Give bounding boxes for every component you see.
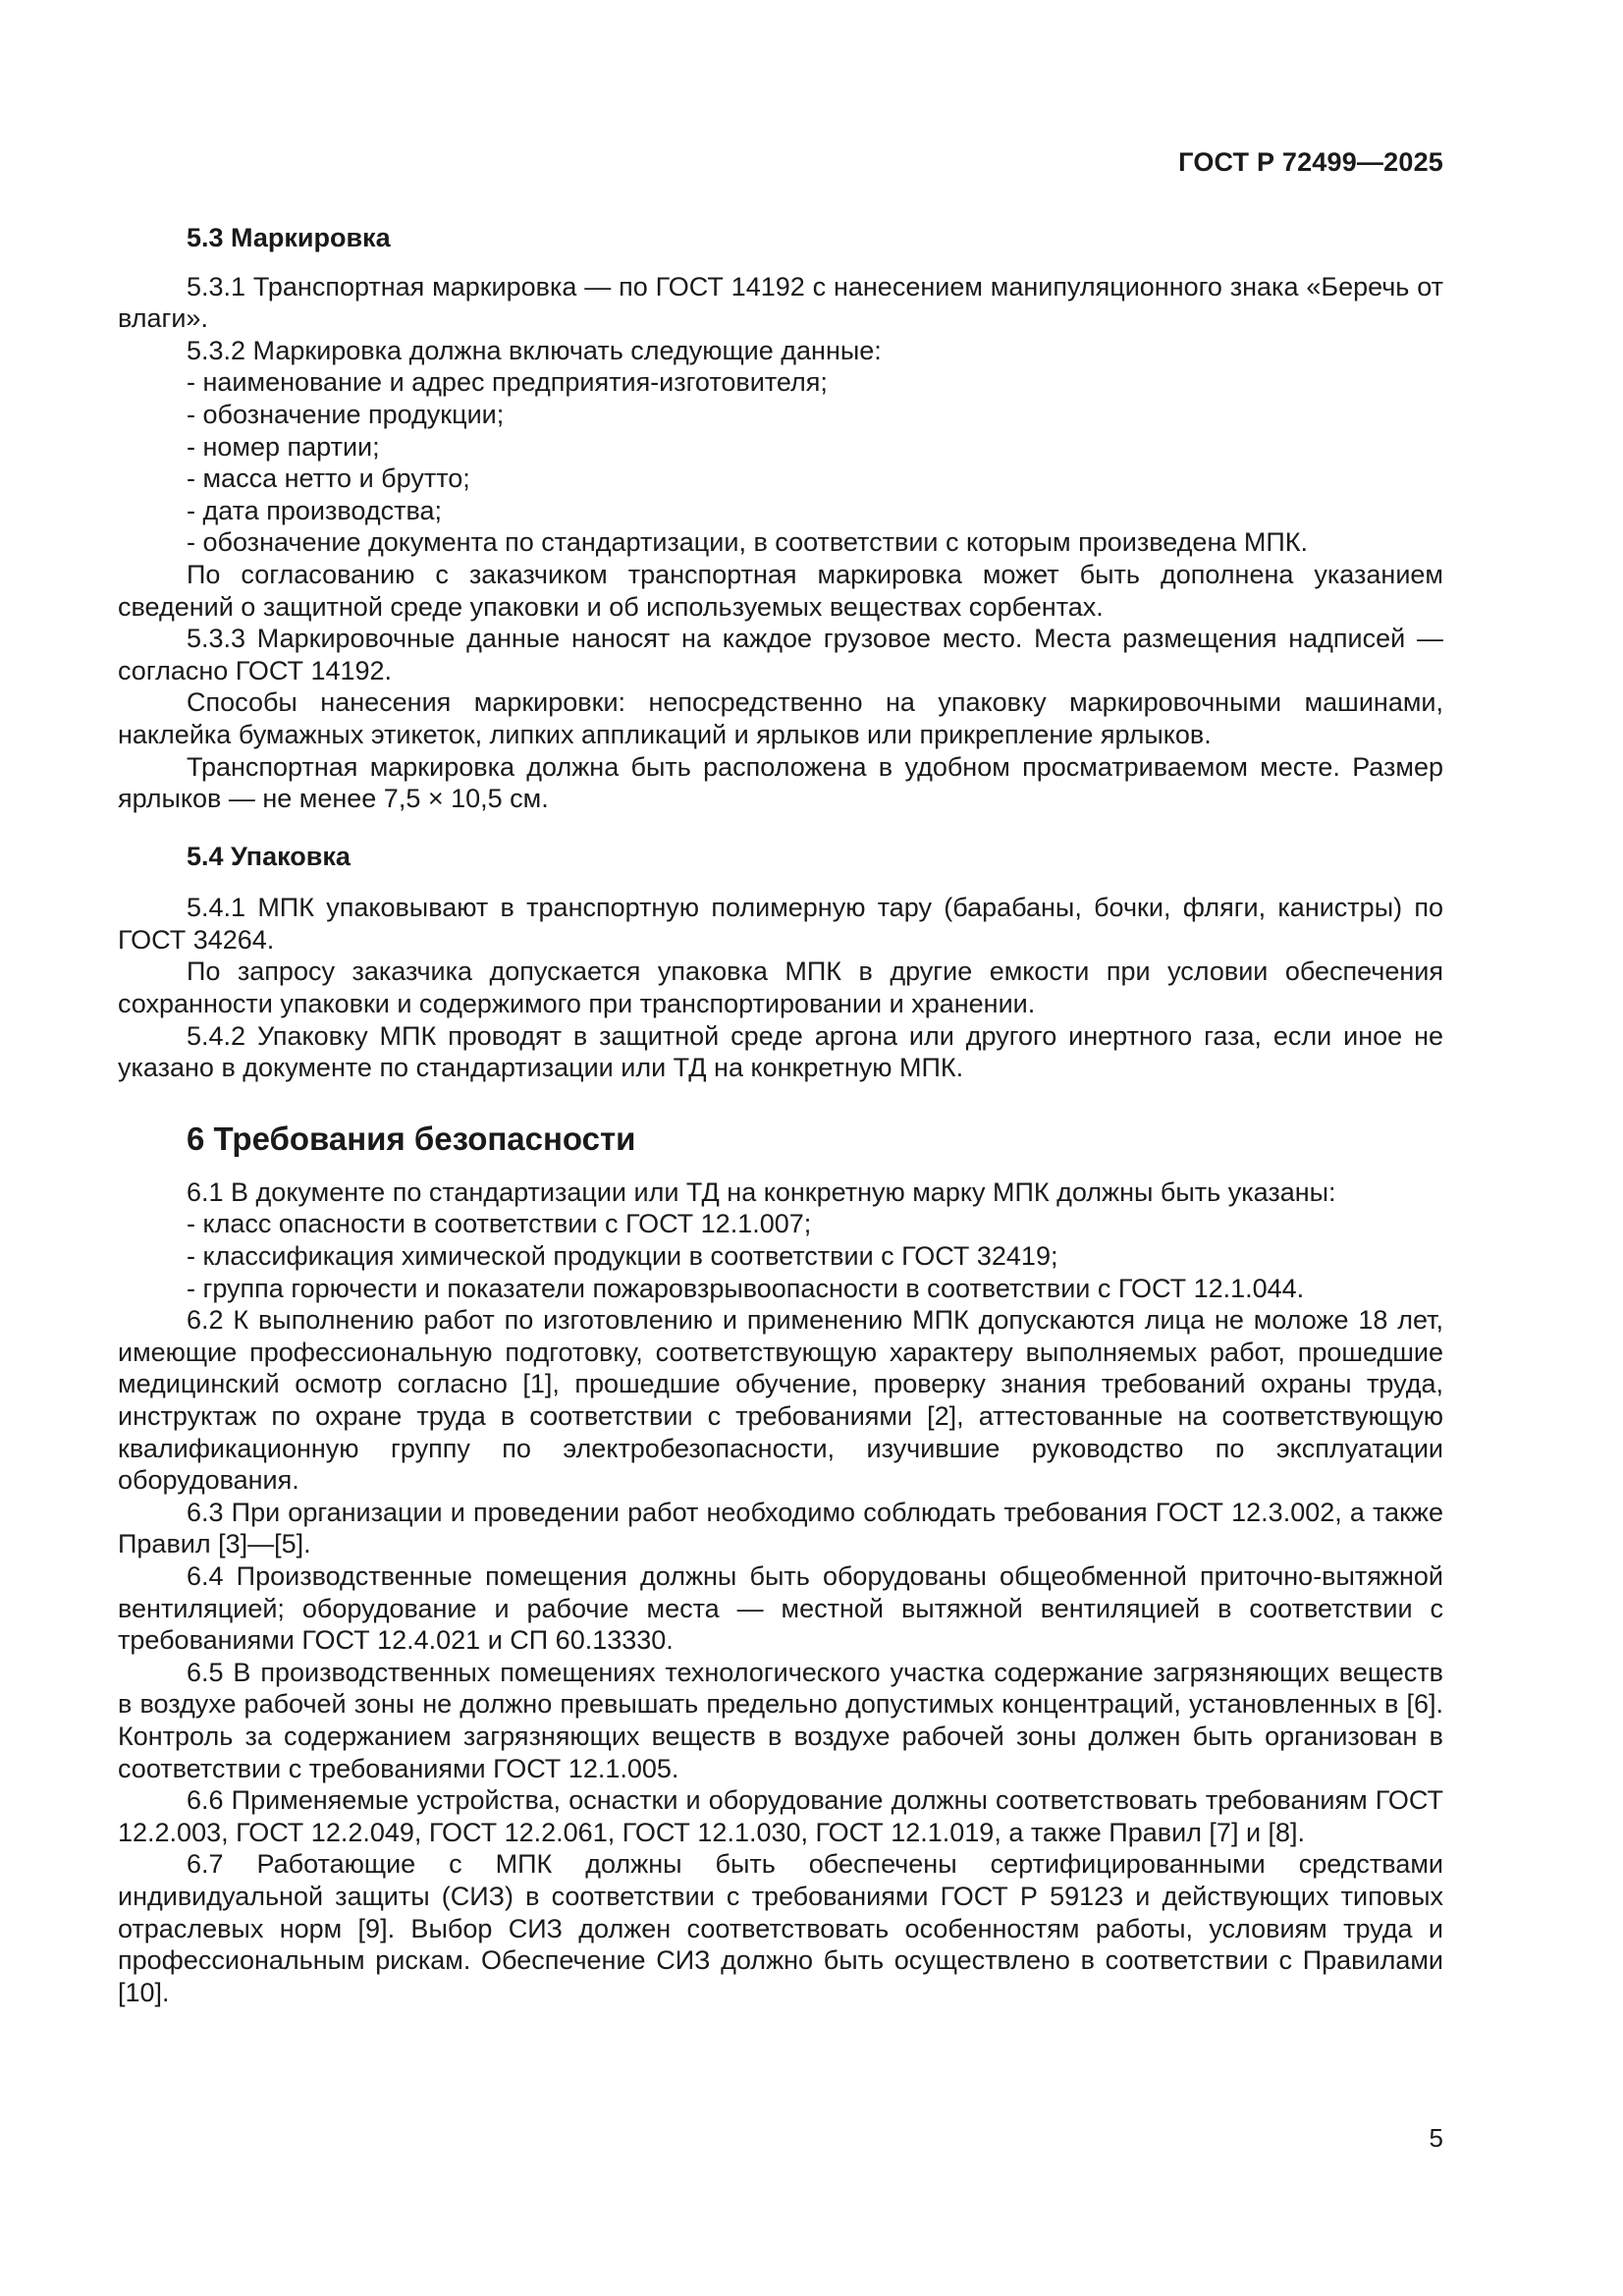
list-item: - дата производства; <box>187 495 443 525</box>
section-heading-5-3: 5.3 Маркировка <box>187 223 391 252</box>
paragraph-5-3-1: 5.3.1 Транспортная маркировка — по ГОСТ 14192 с нанесением манипуляционного знака «Беречь от влаги». <box>118 271 1443 334</box>
paragraph-marking-methods: Способы нанесения маркировки: непосредственно на упаковку маркировочными машинами, наклейка бумажных этикеток, липких аппликаций и ярлыков или прикрепление ярлыков. <box>118 687 1443 749</box>
document-code: ГОСТ Р 72499—2025 <box>1178 147 1443 177</box>
section-heading-6: 6 Требования безопасности <box>187 1120 636 1157</box>
list-item: - группа горючести и показатели пожаровзрывоопасности в соответствии с ГОСТ 12.1.044. <box>187 1273 1305 1303</box>
list-item: - обозначение документа по стандартизации, в соответствии с которым произведена МПК. <box>187 527 1309 558</box>
paragraph-5-4-2: 5.4.2 Упаковку МПК проводят в защитной среде аргона или другого инертного газа, если иное не указано в документе по стандартизации или ТД на конкретную МПК. <box>118 1020 1443 1083</box>
page-content <box>118 222 1443 2008</box>
paragraph-agreement: По согласованию с заказчиком транспортная маркировка может быть дополнена указанием сведений о защитной среде упаковки и об используемых веществах сорбентах. <box>118 559 1443 622</box>
paragraph-6-1: 6.1 В документе по стандартизации или ТД на конкретную марку МПК должны быть указаны: <box>187 1176 1336 1207</box>
paragraph-6-2: 6.2 К выполнению работ по изготовлению и применению МПК допускаются лица не моложе 18 лет, имеющие профессиональную подготовку, соответствующую характеру выполняемых работ, прошедшие медицинский осмотр согласно [1], прошедшие обучение, проверку знания требований охраны труда, инструктаж по охране труда в соответствии с требованиями [2], аттестованные на соответствующую квалификационную группу по электробезопасности, изучившие руководство по эксплуатации оборудования. <box>118 1305 1443 1496</box>
section-heading-5-4: 5.4 Упаковка <box>187 841 351 871</box>
paragraph-marking-placement: Транспортная маркировка должна быть расположена в удобном просматриваемом месте. Размер ярлыков — не менее 7,5 × 10,5 см. <box>118 751 1443 814</box>
list-item: - обозначение продукции; <box>187 399 505 429</box>
paragraph-customer-request: По запросу заказчика допускается упаковка МПК в другие емкости при условии обеспечения сохранности упаковки и содержимого при транспортировании и хранении. <box>118 957 1443 1019</box>
paragraph-6-5: 6.5 В производственных помещениях технологического участка содержание загрязняющих веществ в воздухе рабочей зоны не должно превышать предельно допустимых концентраций, установленных в [6]. Контроль за содержанием загрязняющих веществ в воздухе рабочей зоны должен быть организован в соответствии с требованиями ГОСТ 12.1.005. <box>118 1657 1443 1783</box>
list-item: - класс опасности в соответствии с ГОСТ 12.1.007; <box>187 1209 812 1239</box>
list-item: - номер партии; <box>187 431 380 462</box>
paragraph-5-4-1: 5.4.1 МПК упаковывают в транспортную полимерную тару (барабаны, бочки, фляги, канистры) по ГОСТ 34264. <box>118 893 1443 955</box>
paragraph-6-7: 6.7 Работающие с МПК должны быть обеспечены сертифицированными средствами индивидуальной защиты (СИЗ) в соответствии с требованиями ГОСТ Р 59123 и действующих типовых отраслевых норм [9]. Выбор СИЗ должен соответствовать особенностям работы, условиям труда и профессиональным рискам. Обеспечение СИЗ должно быть осуществлено в соответствии с Правилами [10]. <box>118 1849 1443 2007</box>
page-number: 5 <box>1429 2123 1443 2153</box>
paragraph-6-6: 6.6 Применяемые устройства, оснастки и оборудование должны соответствовать требованиям ГОСТ 12.2.003, ГОСТ 12.2.049, ГОСТ 12.2.061, ГОСТ 12.1.030, ГОСТ 12.1.019, а также Правил [7] и [8]. <box>118 1785 1443 1847</box>
paragraph-6-4: 6.4 Производственные помещения должны быть оборудованы общеобменной приточно-вытяжной вентиляцией; оборудование и рабочие места — местной вытяжной вентиляцией в соответствии с требованиями ГОСТ 12.4.021 и СП 60.13330. <box>118 1560 1443 1656</box>
list-item: - наименование и адрес предприятия-изготовителя; <box>187 367 828 398</box>
paragraph-6-3: 6.3 При организации и проведении работ необходимо соблюдать требования ГОСТ 12.3.002, а также Правил [3]—[5]. <box>118 1497 1443 1559</box>
paragraph-5-3-2: 5.3.2 Маркировка должна включать следующие данные: <box>187 335 882 365</box>
list-item: - классификация химической продукции в соответствии с ГОСТ 32419; <box>187 1241 1058 1272</box>
list-item: - масса нетто и брутто; <box>187 464 470 494</box>
paragraph-5-3-3: 5.3.3 Маркировочные данные наносят на каждое грузовое место. Места размещения надписей — согласно ГОСТ 14192. <box>118 624 1443 685</box>
